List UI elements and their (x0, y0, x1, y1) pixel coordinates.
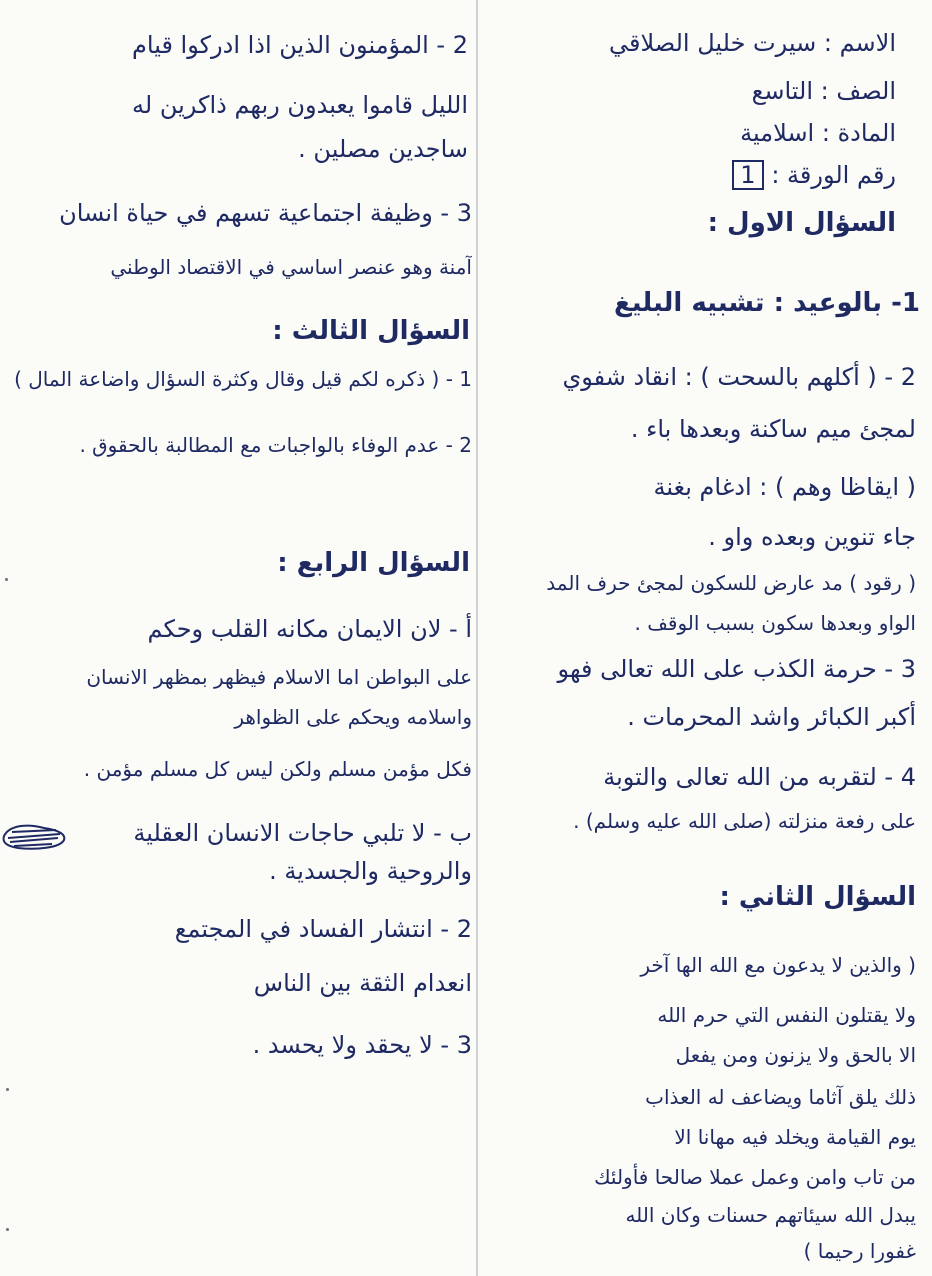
ink-dot (6, 1088, 9, 1091)
scribbled-out-word (0, 820, 70, 854)
q2-verse-line-7: يبدل الله سيئاتهم حسنات وكان الله (625, 1203, 916, 1227)
q2-verse-line-5: يوم القيامة ويخلد فيه مهانا الا (674, 1125, 916, 1149)
q1-answer-4-line-2: على رفعة منزلته (صلى الله عليه وسلم) . (573, 809, 916, 833)
q1-answer-3-line-2: أكبر الكبائر واشد المحرمات . (627, 703, 916, 731)
q2-answer-3-line-2: آمنة وهو عنصر اساسي في الاقتصاد الوطني (110, 255, 472, 279)
q1-answer-2-line-3: ( ايقاظا وهم ) : ادغام بغنة (653, 473, 916, 501)
q4-answer-a-line-1: أ - لان الايمان مكانه القلب وحكم (147, 615, 472, 643)
q1-answer-1: 1- بالوعيد : تشبيه البليغ (614, 288, 920, 318)
q4-answer-2-line-1: 2 - انتشار الفساد في المجتمع (174, 915, 472, 943)
q2-continued-line-1: 2 - المؤمنون الذين اذا ادركوا قيام (132, 31, 468, 59)
q2-verse-line-3: الا بالحق ولا يزنون ومن يفعل (675, 1043, 916, 1067)
q2-answer-3-line-1: 3 - وظيفة اجتماعية تسهم في حياة انسان (59, 199, 472, 227)
q4-answer-a-line-3: واسلامه ويحكم على الظواهر (234, 705, 472, 729)
q1-answer-4-line-1: 4 - لتقربه من الله تعالى والتوبة (603, 763, 916, 791)
q1-answer-2-line-2: لمجئ ميم ساكنة وبعدها باء . (630, 415, 916, 443)
sheet-number-box: 1 (732, 160, 763, 190)
q2-verse-line-4: ذلك يلق آثاما ويضاعف له العذاب (645, 1085, 916, 1109)
q4-answer-2-line-2: انعدام الثقة بين الناس (253, 969, 472, 997)
page-fold-divider (476, 0, 478, 1276)
q2-continued-line-3: ساجدين مصلين . (298, 135, 468, 163)
question-1-heading: السؤال الاول : (707, 208, 896, 238)
q4-answer-3: 3 - لا يحقد ولا يحسد . (252, 1031, 472, 1059)
q1-answer-2-line-5: ( رقود ) مد عارض للسكون لمجئ حرف المد (546, 571, 916, 595)
q4-answer-b-line-2: والروحية والجسدية . (269, 857, 472, 885)
class-line: الصف : التاسع (751, 77, 896, 105)
q1-answer-2-line-6: الواو وبعدها سكون بسبب الوقف . (634, 611, 916, 635)
ink-dot (6, 1228, 9, 1231)
q4-answer-b-line-1: ب - لا تلبي حاجات الانسان العقلية (133, 819, 472, 847)
q1-answer-2-line-1: 2 - ( أكلهم بالسحت ) : انقاد شفوي (562, 363, 916, 391)
question-3-heading: السؤال الثالث : (272, 316, 470, 346)
q2-verse-line-1: ( والذين لا يدعون مع الله الها آخر (640, 953, 916, 977)
question-4-heading: السؤال الرابع : (277, 548, 470, 578)
q1-answer-2-line-4: جاء تنوين وبعده واو . (708, 523, 916, 551)
q2-verse-line-6: من تاب وامن وعمل عملا صالحا فأولئك (594, 1165, 916, 1189)
subject-line: المادة : اسلامية (740, 119, 896, 147)
q2-verse-line-8: غفورا رحيما ) (803, 1239, 916, 1263)
sheet-number-label: رقم الورقة : (771, 161, 896, 189)
ink-dot (5, 578, 8, 581)
q4-answer-a-line-2: على البواطن اما الاسلام فيظهر بمظهر الانسان (86, 665, 472, 689)
q1-answer-3-line-1: 3 - حرمة الكذب على الله تعالى فهو (557, 655, 916, 683)
q4-answer-a-line-4: فكل مؤمن مسلم ولكن ليس كل مسلم مؤمن . (83, 757, 472, 781)
question-2-heading: السؤال الثاني : (719, 882, 916, 912)
sheet-number-line (560, 158, 896, 192)
student-name-line: الاسم : سيرت خليل الصلاقي (608, 29, 896, 57)
q3-answer-2: 2 - عدم الوفاء بالواجبات مع المطالبة بالحقوق . (79, 433, 472, 457)
q3-answer-1: 1 - ( ذكره لكم قيل وقال وكثرة السؤال واضاعة المال ) (14, 367, 472, 391)
q2-verse-line-2: ولا يقتلون النفس التي حرم الله (657, 1003, 916, 1027)
q2-continued-line-2: الليل قاموا يعبدون ربهم ذاكرين له (132, 91, 468, 119)
